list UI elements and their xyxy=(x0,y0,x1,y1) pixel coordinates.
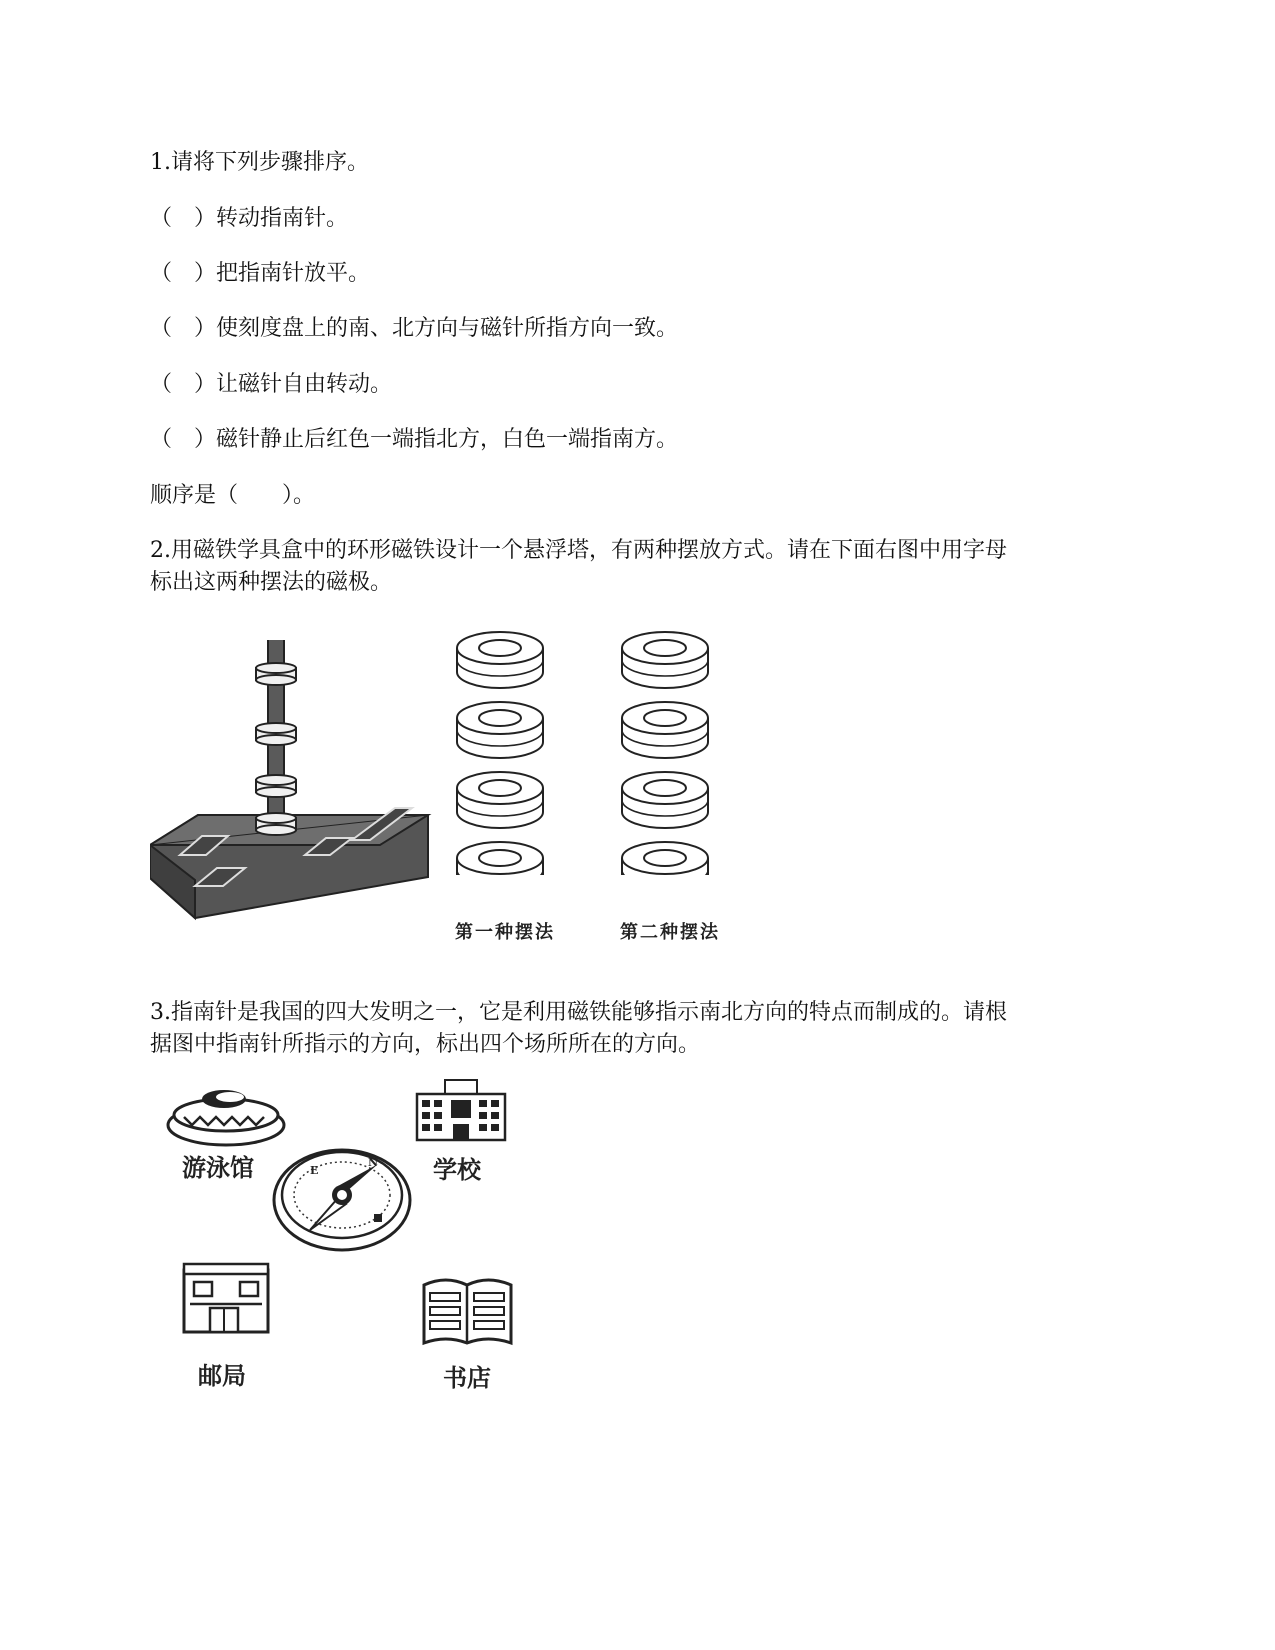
q1-step-5: （ ）磁针静止后红色一端指北方，白色一端指南方。 xyxy=(150,427,679,452)
q1-step-3: （ ）使刻度盘上的南、北方向与磁针所指方向一致。 xyxy=(150,316,679,341)
bookstore-icon xyxy=(420,1275,515,1347)
levitation-tower-illustration xyxy=(150,640,440,940)
compass-icon xyxy=(270,1140,415,1255)
caption-second-arrangement: 第二种摆法 xyxy=(620,922,720,943)
q1-step-4: （ ）让磁针自由转动。 xyxy=(150,372,393,397)
place-label-school: 学校 xyxy=(433,1155,481,1184)
q1-step-1: （ ）转动指南针。 xyxy=(150,206,349,231)
q2-text-line-2: 标出这两种摆法的磁极。 xyxy=(150,570,393,595)
compass-letter-east: E xyxy=(310,1164,319,1177)
place-label-post-office: 邮局 xyxy=(198,1361,246,1390)
q3-text-line-2: 据图中指南针所指示的方向，标出四个场所所在的方向。 xyxy=(150,1032,701,1057)
place-label-swimming: 游泳馆 xyxy=(182,1153,254,1182)
ring-magnet-stacks xyxy=(455,630,735,875)
q1-order-line: 顺序是（ ）。 xyxy=(150,483,316,508)
q1-title: 1.请将下列步骤排序。 xyxy=(150,150,369,175)
q3-text-line-1: 3.指南针是我国的四大发明之一，它是利用磁铁能够指示南北方向的特点而制成的。请根 xyxy=(150,1000,1007,1025)
compass-letter-north: N xyxy=(368,1156,379,1169)
school-building-icon xyxy=(413,1078,508,1143)
q2-text-line-1: 2.用磁铁学具盒中的环形磁铁设计一个悬浮塔，有两种摆放方式。请在下面右图中用字母 xyxy=(150,538,1007,563)
caption-first-arrangement: 第一种摆法 xyxy=(455,922,555,943)
q1-step-2: （ ）把指南针放平。 xyxy=(150,261,371,286)
post-office-icon xyxy=(180,1260,272,1335)
place-label-bookstore: 书店 xyxy=(443,1363,491,1392)
